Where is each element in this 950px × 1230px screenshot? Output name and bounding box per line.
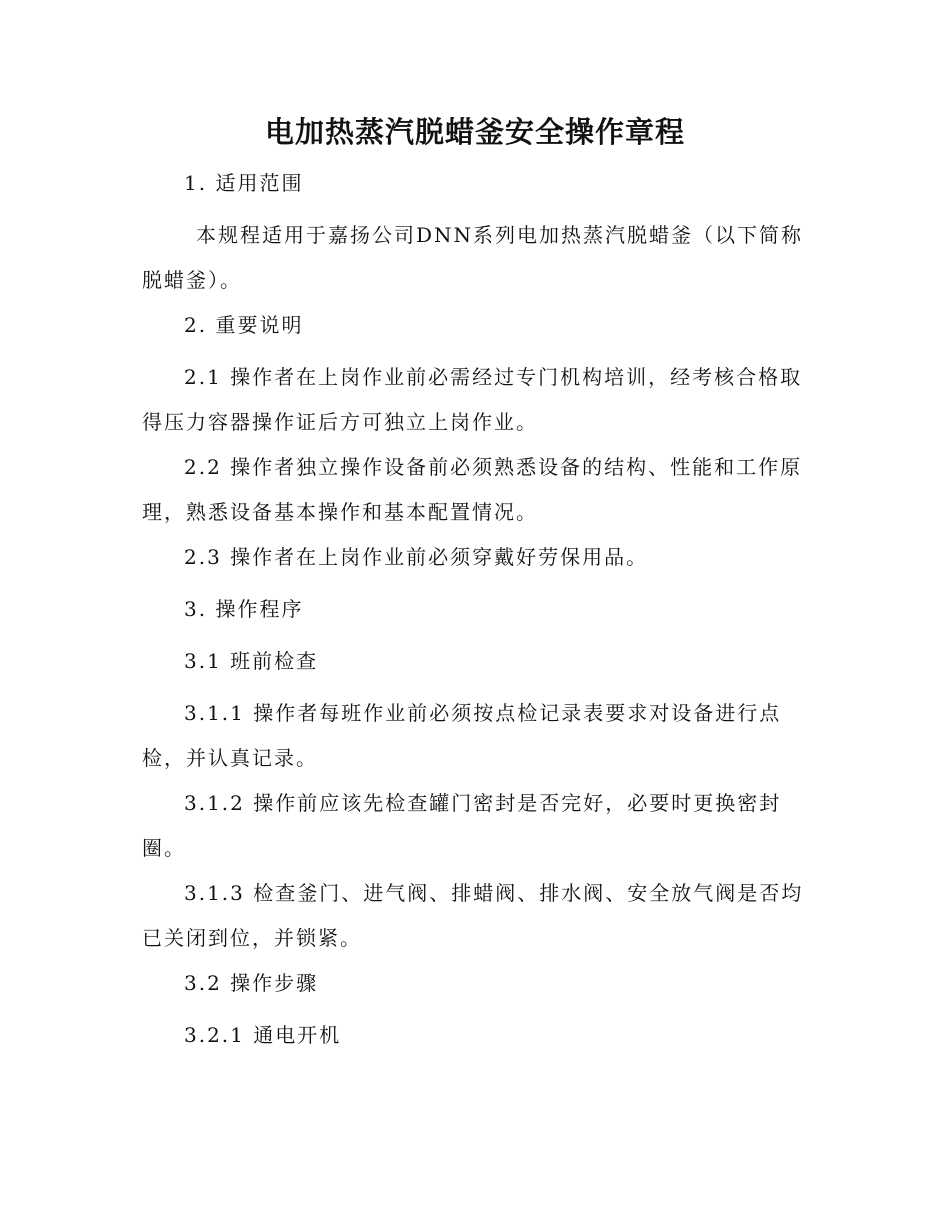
paragraph-3-1-1: 3.1.1 操作者每班作业前必须按点检记录表要求对设备进行点检，并认真记录。: [142, 701, 782, 770]
paragraph-2-2: 2.2 操作者独立操作设备前必须熟悉设备的结构、性能和工作原理，熟悉设备基本操作和基本配置情况。: [142, 455, 803, 524]
subsection-heading-3-2: 3.2 操作步骤: [184, 971, 319, 995]
paragraph-2-3: 2.3 操作者在上岗作业前必须穿戴好劳保用品。: [184, 545, 649, 569]
subsection-heading-3-2-1: 3.2.1 通电开机: [184, 1023, 342, 1047]
section-heading-scope: 1. 适用范围: [184, 171, 304, 195]
document-title: 电加热蒸汽脱蜡釜安全操作章程: [264, 115, 685, 149]
subsection-heading-3-1: 3.1 班前检查: [184, 649, 319, 673]
section-heading-procedure: 3. 操作程序: [184, 597, 304, 621]
paragraph-3-1-3: 3.1.3 检查釜门、进气阀、排蜡阀、排水阀、安全放气阀是否均已关闭到位，并锁紧。: [142, 881, 804, 950]
section-heading-notes: 2. 重要说明: [184, 313, 304, 337]
paragraph-3-1-2: 3.1.2 操作前应该先检查罐门密封是否完好，必要时更换密封圈。: [142, 791, 782, 860]
paragraph-2-1: 2.1 操作者在上岗作业前必需经过专门机构培训，经考核合格取得压力容器操作证后方可独立上岗作业。: [142, 365, 803, 434]
paragraph-scope: 本规程适用于嘉扬公司DNN系列电加热蒸汽脱蜡釜（以下简称脱蜡釜）。: [142, 223, 804, 292]
